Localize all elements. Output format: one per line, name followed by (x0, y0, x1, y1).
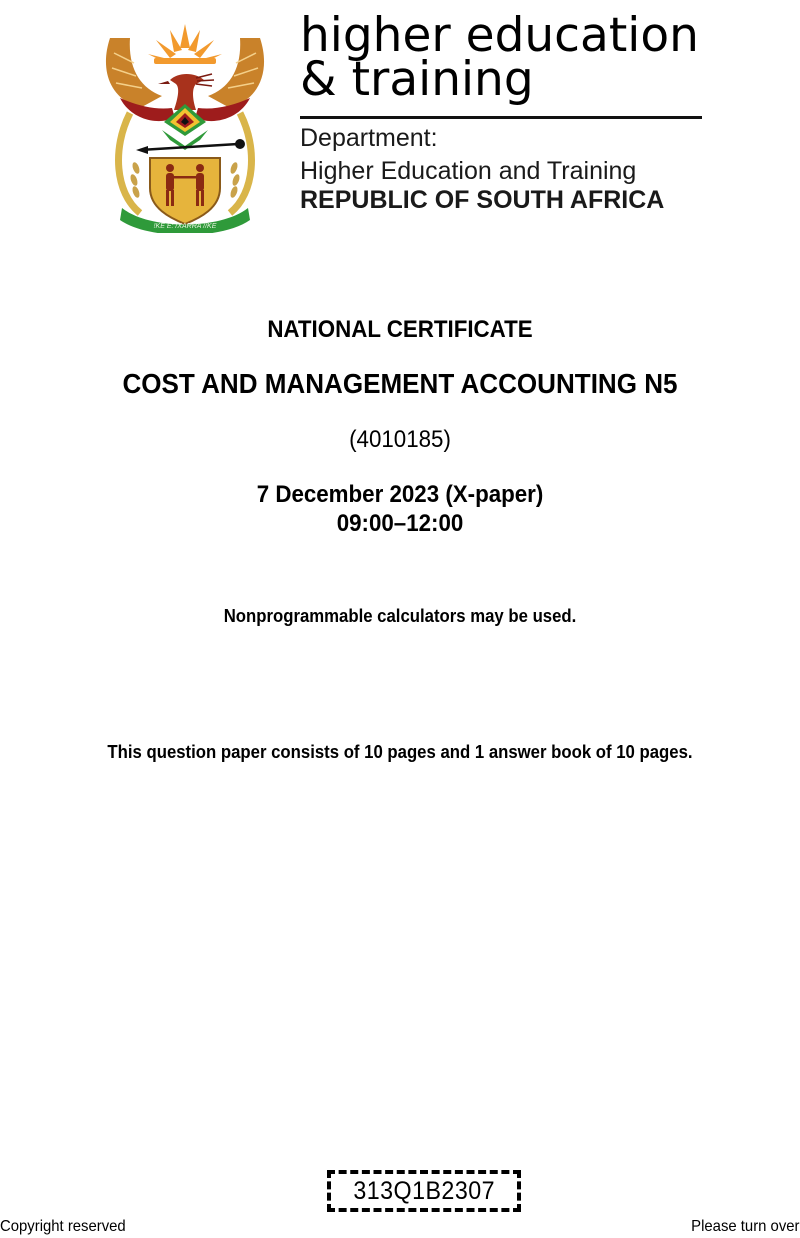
paper-code-box (327, 1170, 521, 1212)
certificate-title: NATIONAL CERTIFICATE (267, 316, 533, 343)
department-country: REPUBLIC OF SOUTH AFRICA (300, 186, 665, 214)
motto-text: !KE E: /XARRA //KE (153, 223, 217, 230)
south-africa-coat-of-arms-icon (100, 18, 270, 233)
department-label: Department: (300, 124, 438, 152)
department-name: Higher Education and Training (300, 157, 637, 185)
brand-divider (300, 116, 702, 119)
subject-title: COST AND MANAGEMENT ACCOUNTING N5 (122, 368, 678, 399)
subject-code: (4010185) (349, 426, 451, 453)
copyright-notice: Copyright reserved (0, 1218, 126, 1235)
calculator-note: Nonprogrammable calculators may be used. (223, 606, 577, 626)
pages-note: This question paper consists of 10 pages and 1 answer book of 10 pages. (107, 742, 693, 762)
brand-line-1: higher education (300, 8, 699, 63)
department-branding (300, 8, 710, 215)
brand-line-2: & training (300, 52, 534, 107)
exam-date: 7 December 2023 (X-paper) (256, 481, 544, 508)
turn-over-notice: Please turn over (691, 1218, 800, 1235)
paper-code: 313Q1B2307 (353, 1176, 495, 1205)
coat-of-arms-emblem (100, 18, 270, 233)
exam-schedule (28, 480, 772, 538)
exam-time: 09:00–12:00 (336, 510, 464, 537)
